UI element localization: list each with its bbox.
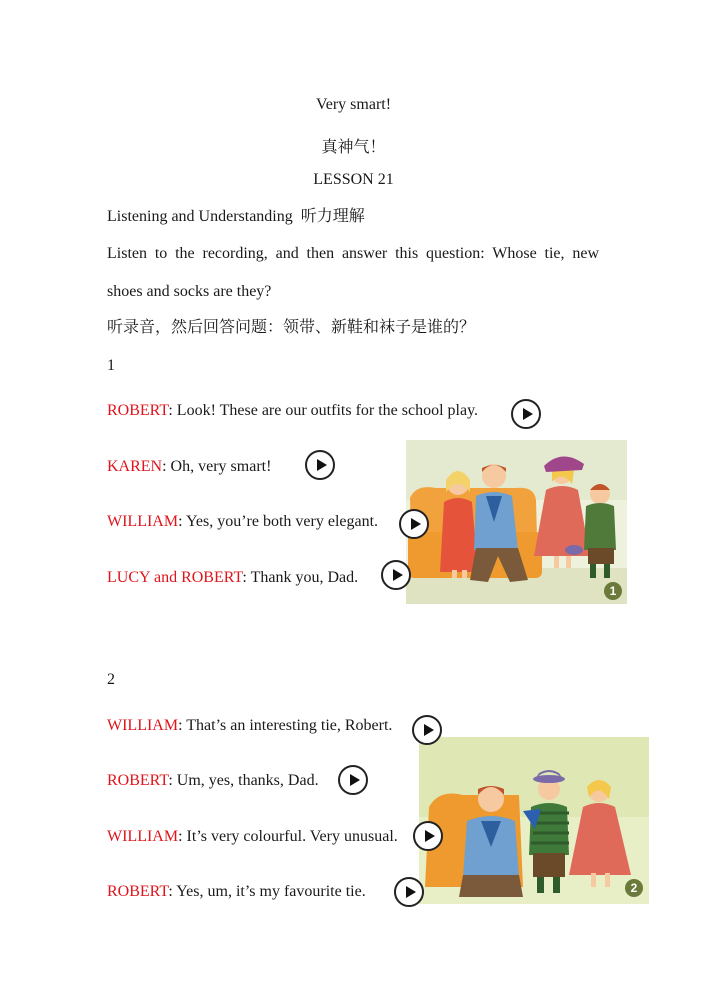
page-title-cn: 真神气！ <box>321 139 386 156</box>
illustration-1 <box>406 440 627 604</box>
dialogue-line <box>107 512 378 532</box>
speaker-name: WILLIAM <box>107 717 179 734</box>
dialogue-line <box>107 457 271 477</box>
speaker-name: ROBERT <box>107 772 169 789</box>
dialogue-line <box>107 716 392 736</box>
speaker-name: ROBERT <box>107 883 169 900</box>
instruction-cn: 听录音，然后回答问题：领带、新鞋和袜子是谁的？ <box>107 319 476 336</box>
lesson-number: LESSON 21 <box>313 171 394 188</box>
section-heading-cn: 听力理解 <box>300 208 365 225</box>
audio-play-button-2-3[interactable] <box>413 821 443 851</box>
instruction-line-2: shoes and socks are they? <box>107 283 272 300</box>
audio-play-button-2-2[interactable] <box>338 765 368 795</box>
speaker-name: WILLIAM <box>107 828 179 845</box>
dialogue-text: : Look! These are our outfits for the school play. <box>168 402 479 419</box>
audio-play-button-1-1[interactable] <box>511 399 541 429</box>
speaker-name: WILLIAM <box>107 513 179 530</box>
dialogue-line <box>107 401 478 421</box>
dialogue-text: : That’s an interesting tie, Robert. <box>178 717 393 734</box>
part-number-2: 2 <box>107 671 115 688</box>
picture-number-badge-2: 2 <box>625 879 643 897</box>
section-heading-en: Listening and Understanding <box>107 208 293 225</box>
page-title: Very smart! <box>315 96 392 113</box>
dialogue-line <box>107 882 366 902</box>
part-number-1: 1 <box>107 357 115 374</box>
speaker-name: LUCY and ROBERT <box>107 569 243 586</box>
audio-play-button-1-4[interactable] <box>381 560 411 590</box>
dialogue-text: : Thank you, Dad. <box>242 569 359 586</box>
dialogue-text: : Oh, very smart! <box>162 458 272 475</box>
dialogue-text: : Yes, um, it’s my favourite tie. <box>168 883 366 900</box>
dialogue-line <box>107 568 358 588</box>
illustration-2 <box>419 737 649 904</box>
dialogue-line <box>107 771 319 791</box>
dialogue-line <box>107 827 398 847</box>
audio-play-button-2-1[interactable] <box>412 715 442 745</box>
speaker-name: KAREN <box>107 458 163 475</box>
audio-play-button-2-4[interactable] <box>394 877 424 907</box>
audio-play-button-1-2[interactable] <box>305 450 335 480</box>
family-scene-illustration <box>406 440 627 604</box>
dialogue-text: : Um, yes, thanks, Dad. <box>168 772 319 789</box>
dialogue-text: : It’s very colourful. Very unusual. <box>178 828 398 845</box>
picture-number-badge-1: 1 <box>604 582 622 600</box>
speaker-name: ROBERT <box>107 402 169 419</box>
section-heading <box>107 207 365 227</box>
father-son-scene-illustration <box>419 737 649 904</box>
dialogue-text: : Yes, you’re both very elegant. <box>178 513 379 530</box>
audio-play-button-1-3[interactable] <box>399 509 429 539</box>
instruction-line-1: Listen to the recording, and then answer this question: Whose tie, new <box>107 245 599 262</box>
